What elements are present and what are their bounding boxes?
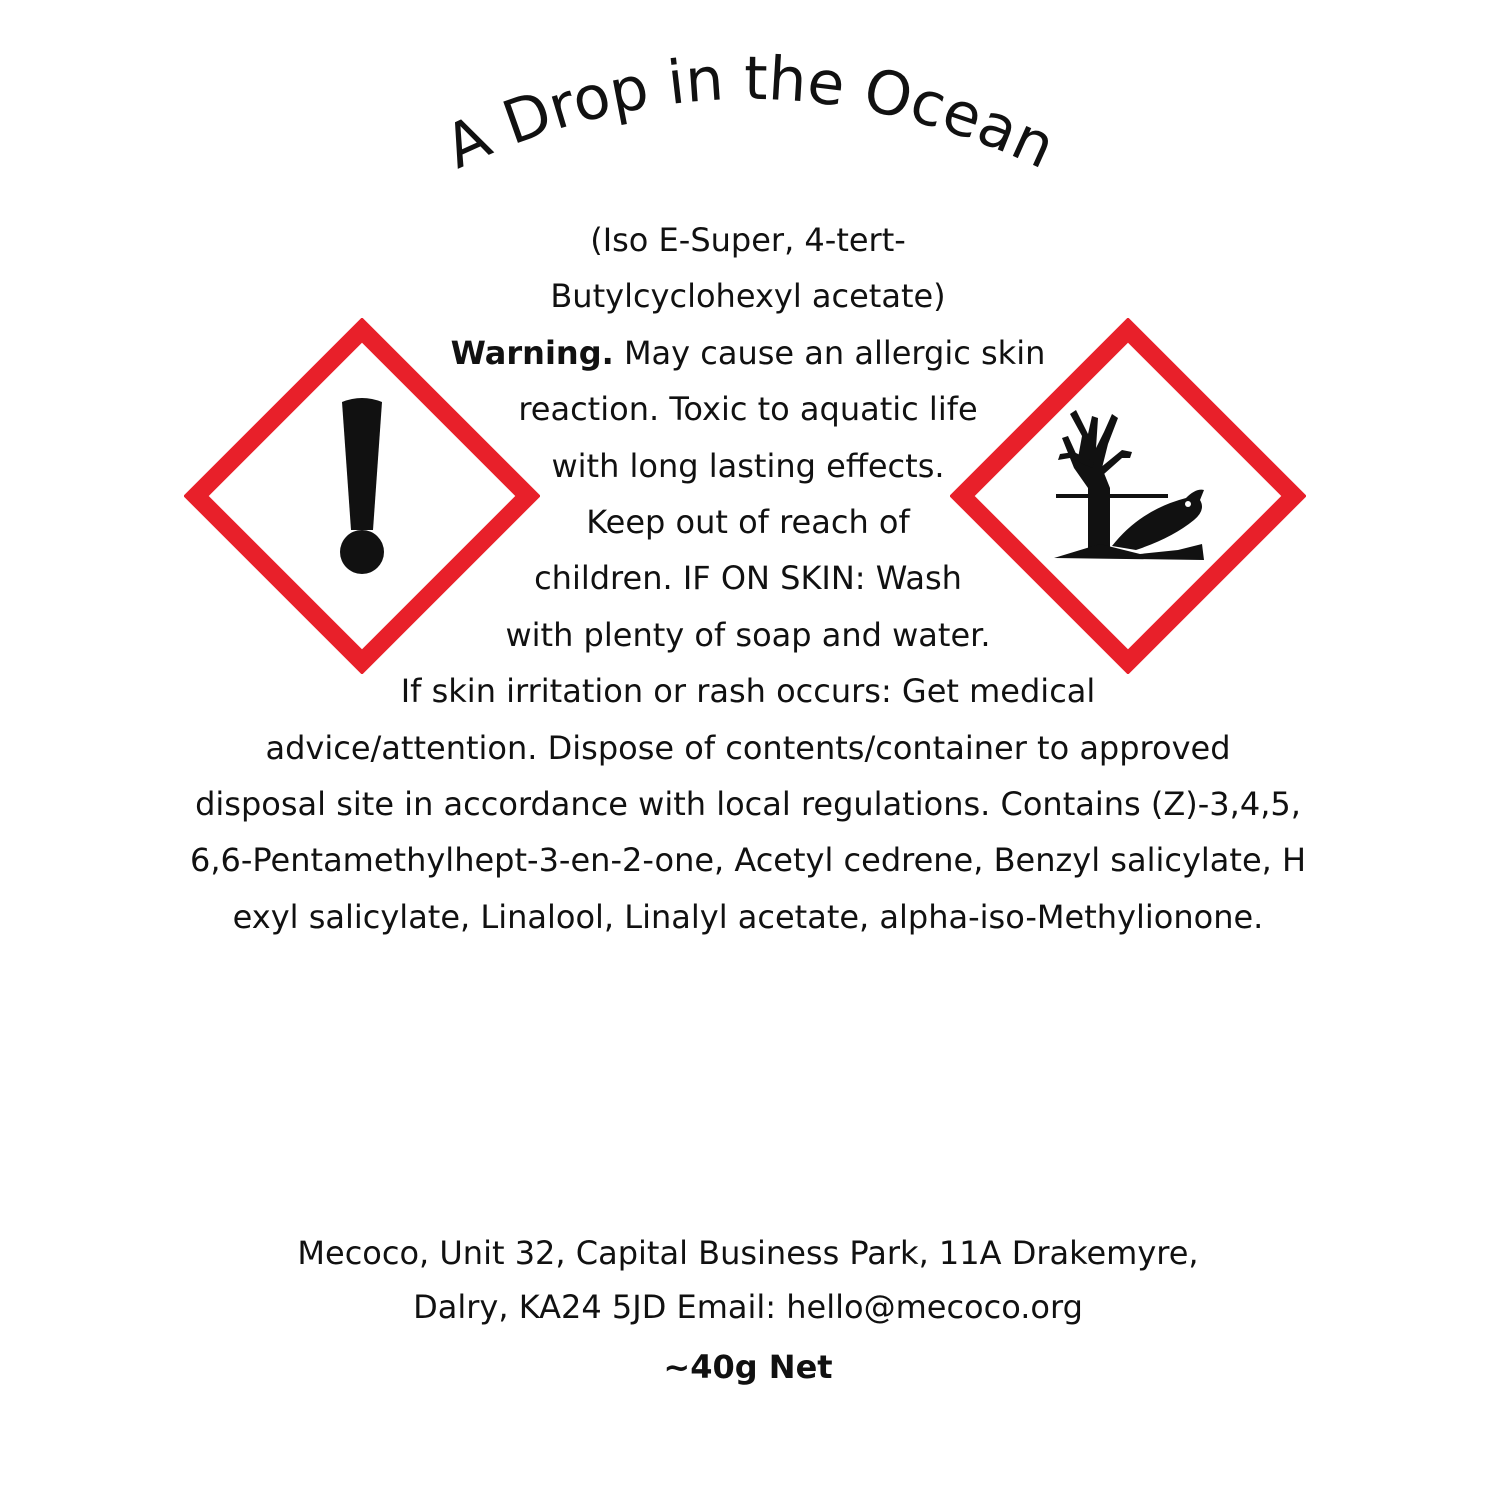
hazard-line: Butylcyclohexyl acetate): [550, 277, 946, 316]
supplier-address: [0, 1226, 1496, 1334]
hazard-line: 6,6-Pentamethylhept-3-en-2-one, Acetyl cedrene, Benzyl salicylate, H: [189, 841, 1307, 880]
hazard-line: advice/attention. Dispose of contents/container to approved: [265, 728, 1231, 767]
hazard-line: If skin irritation or rash occurs: Get medical: [400, 672, 1096, 711]
hazard-line: (Iso E-Super, 4-tert-: [590, 221, 906, 259]
address-line: Dalry, KA24 5JD Email: hello@mecoco.org: [413, 1288, 1083, 1326]
hazard-line: exyl salicylate, Linalool, Linalyl acetate, alpha-iso-Methylionone.: [232, 897, 1264, 936]
hazard-line: reaction. Toxic to aquatic life: [518, 390, 978, 429]
hazard-line-rest: May cause an allergic skin: [613, 333, 1046, 372]
svg-text:A Drop in the Ocean: A Drop in the Ocean: [434, 43, 1066, 183]
hazard-line: with plenty of soap and water.: [505, 615, 991, 654]
hazard-line: with long lasting effects.: [551, 446, 945, 485]
net-weight: ~40g Net: [663, 1348, 833, 1386]
address-line: Mecoco, Unit 32, Capital Business Park, 11A Drakemyre,: [297, 1234, 1199, 1272]
hazard-statement: [0, 212, 1496, 945]
hazard-line: children. IF ON SKIN: Wash: [534, 559, 962, 598]
hazard-line: disposal site in accordance with local regulations. Contains (Z)-3,4,5,: [195, 785, 1301, 824]
signal-word: Warning.: [450, 333, 614, 372]
hazard-line: Keep out of reach of: [586, 503, 910, 542]
hazard-line: [0, 325, 1496, 381]
